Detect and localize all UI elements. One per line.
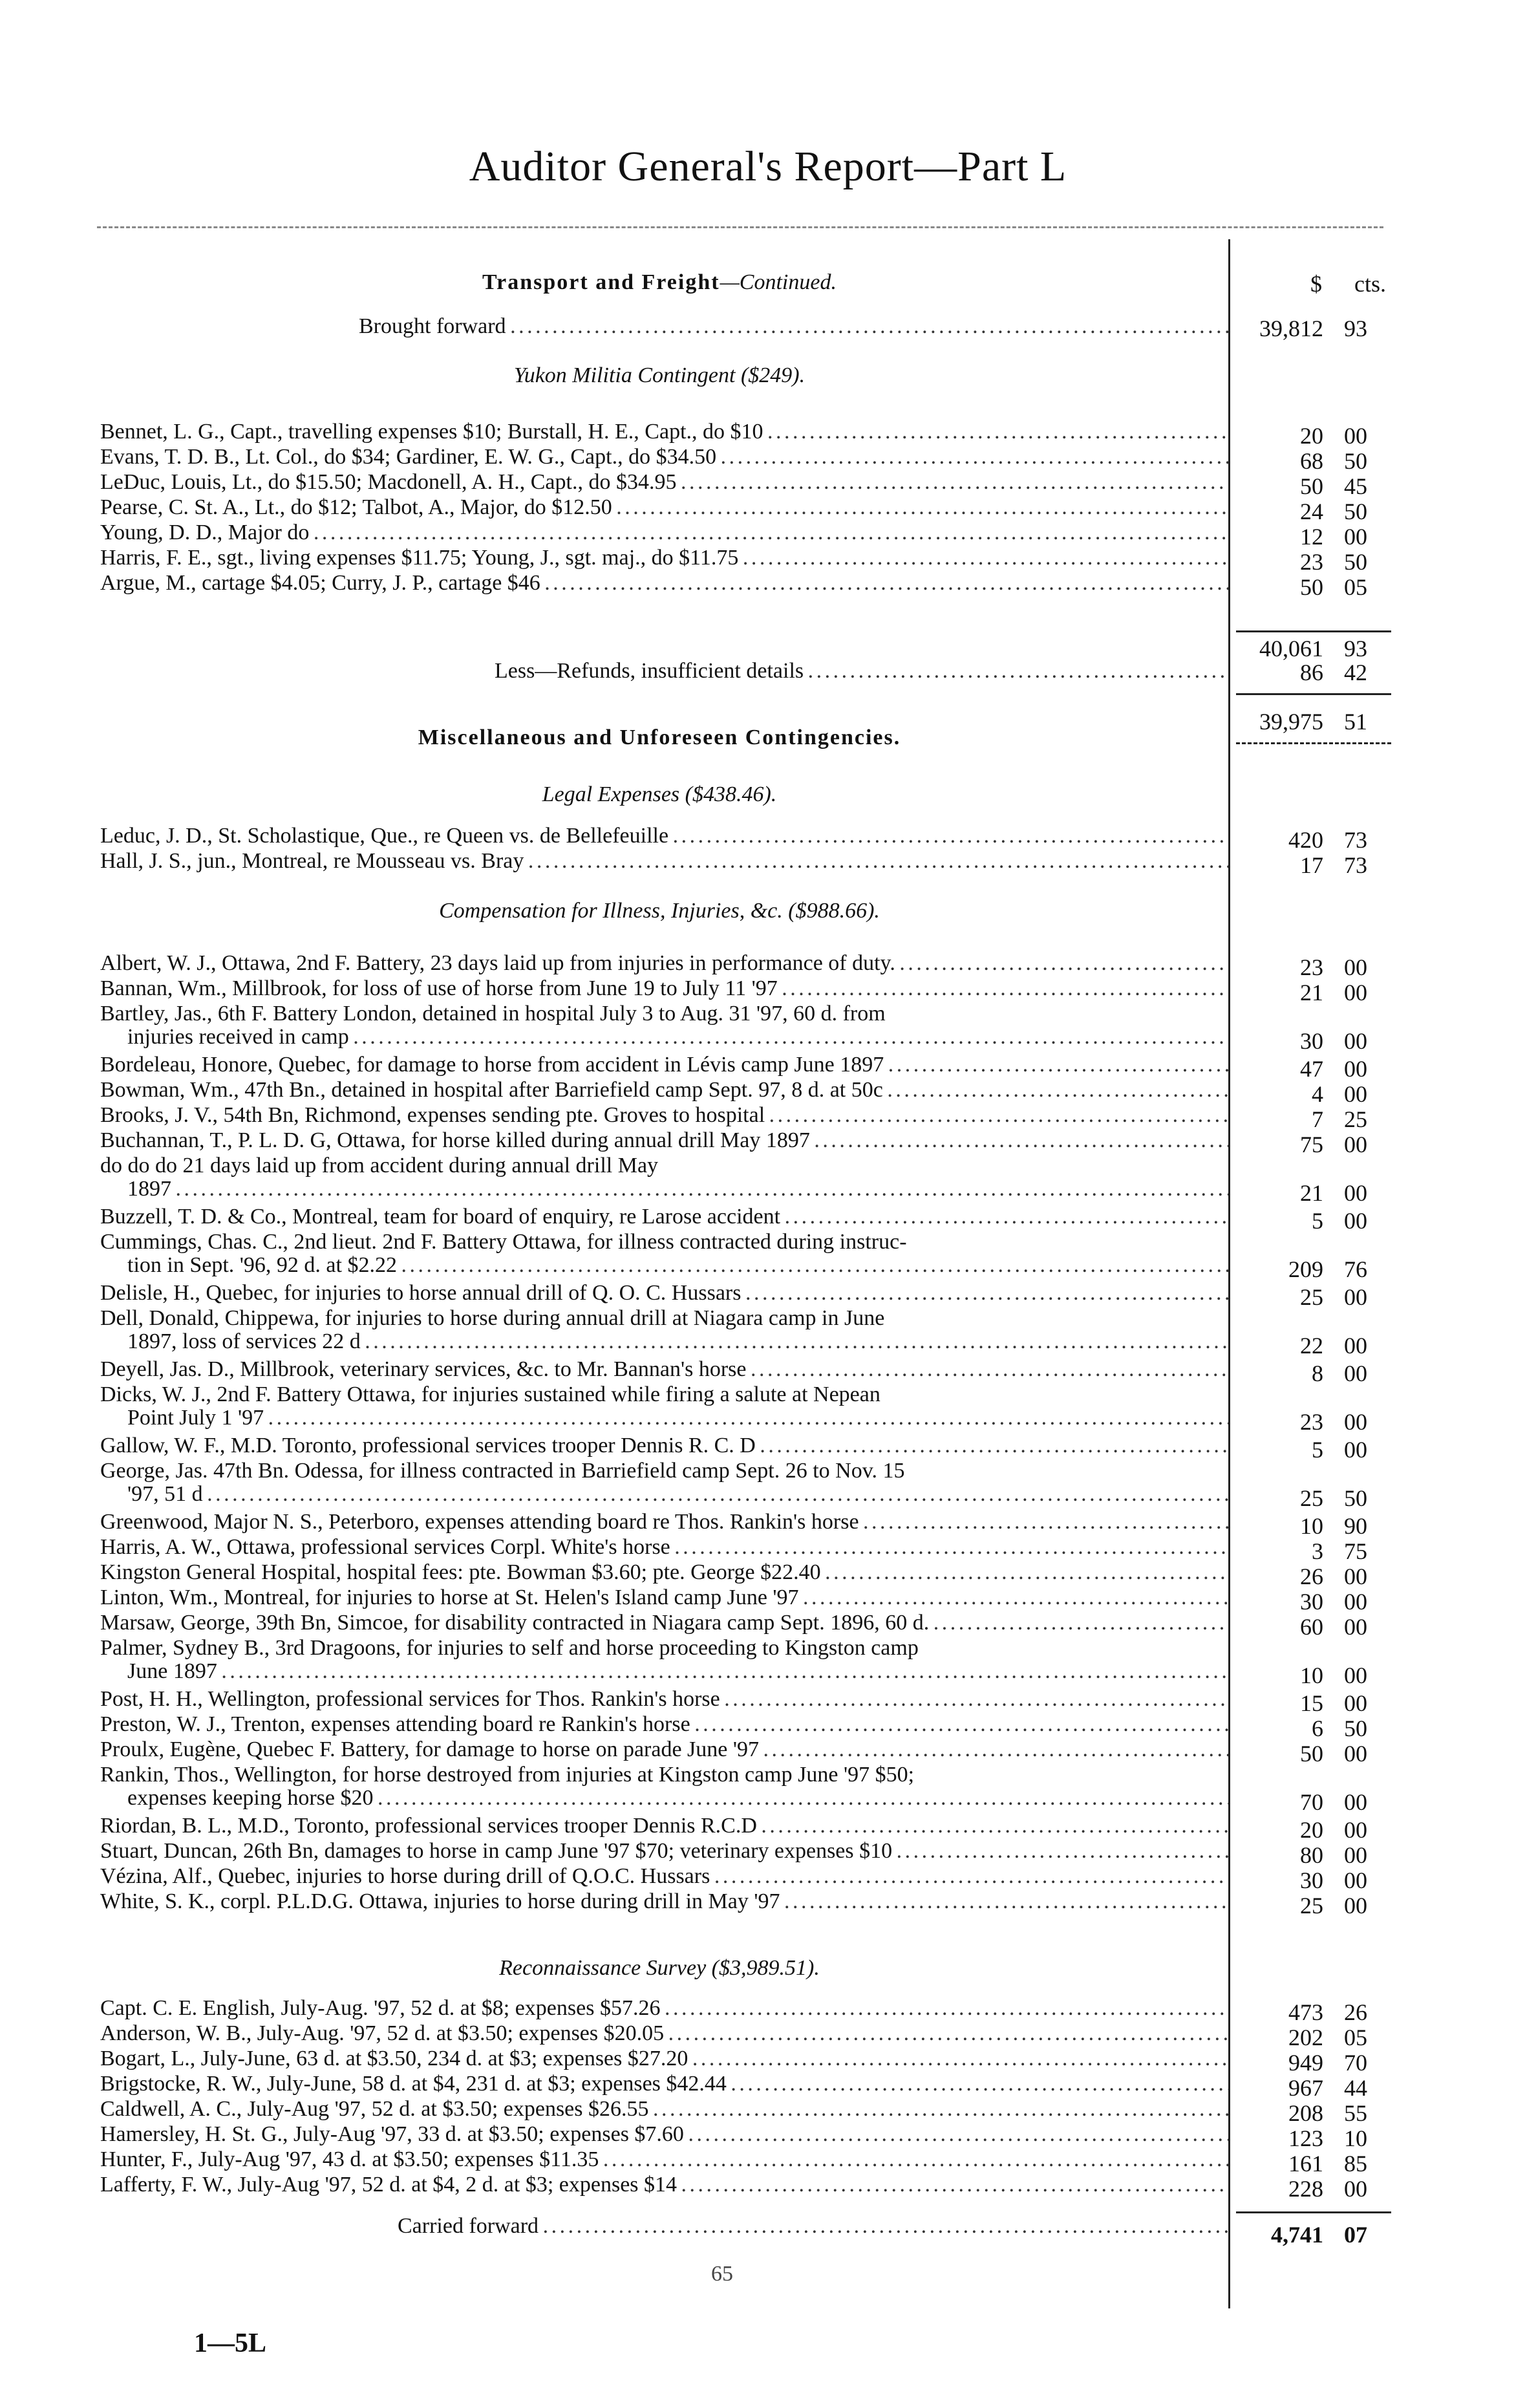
amount-dollars: 86 — [1300, 660, 1323, 685]
item-text: Brigstocke, R. W., July-June, 58 d. at $4, 231 d. at $3; expenses $42.44 . . . — [100, 2072, 1228, 2096]
amount-cents: 00 — [1344, 1360, 1367, 1386]
list-item — [100, 977, 1228, 1000]
list-item — [100, 420, 1228, 444]
list-item — [100, 1053, 1228, 1077]
item-text: Anderson, W. B., July-Aug. '97, 52 d. at $3.50; expenses $20.05 . . . — [100, 2022, 1228, 2045]
item-text: Post, H. H., Wellington, professional services for Thos. Rankin's horse . . . — [100, 1688, 1228, 1711]
item-text: Capt. C. E. English, July-Aug. '97, 52 d. at $8; expenses $57.26 . . . — [100, 1997, 1228, 2020]
list-item — [100, 1002, 1228, 1049]
item-amount — [1244, 1818, 1367, 1842]
item-text: White, S. K., corpl. P.L.D.G. Ottawa, injuries to horse during drill in May '97 . . . — [100, 1890, 1228, 1913]
amount-dollars: 12 — [1300, 524, 1323, 550]
carried-forward-label: Carried forward . . . — [398, 2215, 1228, 2238]
amount-cents: 00 — [1344, 1842, 1367, 1868]
item-amount — [1244, 424, 1367, 447]
item-amount — [1244, 854, 1367, 877]
amount-cents: 00 — [1344, 1662, 1367, 1688]
amount-cents: 00 — [1344, 1690, 1367, 1716]
list-item — [100, 1104, 1228, 1127]
item-amount — [1244, 2076, 1367, 2100]
item-text: Evans, T. D. B., Lt. Col., do $34; Gardiner, E. W. G., Capt., do $34.50 . . . — [100, 446, 1228, 469]
item-amount — [1244, 1209, 1367, 1232]
item-text-continuation: June 1897 . . . — [100, 1660, 1228, 1683]
cents-label: cts. — [1354, 271, 1386, 297]
list-item — [100, 1611, 1228, 1635]
item-amount — [1244, 1540, 1367, 1563]
item-amount — [1244, 1514, 1367, 1538]
signature-mark: 1—5L — [194, 2328, 267, 2358]
list-item — [100, 1814, 1228, 1838]
item-text: Cummings, Chas. C., 2nd lieut. 2nd F. Battery Ottawa, for illness contracted during instruc- — [100, 1231, 907, 1254]
item-text: Riordan, B. L., M.D., Toronto, professional services trooper Dennis R.C.D . . . — [100, 1814, 1228, 1838]
amount-dollars: 6 — [1312, 1715, 1323, 1741]
amount-dollars: 23 — [1300, 549, 1323, 575]
list-item — [100, 2148, 1228, 2171]
item-amount — [1244, 1258, 1367, 1281]
amount-cents: 42 — [1344, 660, 1367, 685]
amount-cents: 00 — [1344, 1028, 1367, 1054]
item-text: Bowman, Wm., 47th Bn., detained in hospital after Barriefield camp Sept. 97, 8 d. at 50c . . . — [100, 1079, 1228, 1102]
item-text: Delisle, H., Quebec, for injuries to horse annual drill of Q. O. C. Hussars . . . — [100, 1282, 1228, 1305]
item-text: Palmer, Sydney B., 3rd Dragoons, for injuries to self and horse proceeding to Kingston camp — [100, 1637, 919, 1660]
carried-forward-rule — [1236, 2211, 1391, 2213]
item-amount — [1244, 828, 1367, 852]
amount-cents: 50 — [1344, 448, 1367, 474]
amount-dollars: 228 — [1288, 2176, 1323, 2202]
list-item — [100, 1688, 1228, 1711]
list-item — [100, 850, 1228, 873]
amount-cents: 55 — [1344, 2100, 1367, 2126]
list-item — [100, 1154, 1228, 1201]
list-item — [100, 1840, 1228, 1863]
amount-cents: 00 — [1344, 1284, 1367, 1310]
item-amount — [1244, 1410, 1367, 1434]
item-amount — [1244, 1692, 1367, 1715]
brought-forward-label: Brought forward . . . — [359, 315, 1228, 338]
amount-dollars: 30 — [1300, 1028, 1323, 1054]
amount-dollars: 123 — [1288, 2125, 1323, 2151]
amount-cents: 00 — [1344, 1867, 1367, 1893]
amount-dollars: 21 — [1300, 980, 1323, 1005]
amount-cents: 70 — [1344, 2050, 1367, 2076]
carried-forward-row — [398, 2215, 1228, 2238]
amount-cents: 73 — [1344, 852, 1367, 878]
amount-dollars: 967 — [1288, 2075, 1323, 2101]
reconnaissance-subtitle: Reconnaissance Survey ($3,989.51). — [499, 1956, 820, 1980]
list-item — [100, 1510, 1228, 1534]
item-text: Pearse, C. St. A., Lt., do $12; Talbot, A., Major, do $12.50 . . . — [100, 496, 1228, 519]
item-text-continuation: injuries received in camp . . . — [100, 1026, 1228, 1049]
amount-dollars: 161 — [1288, 2151, 1323, 2177]
amount-dollars: 10 — [1300, 1662, 1323, 1688]
page-title: Auditor General's Report—Part L — [469, 143, 1067, 190]
item-text: Marsaw, George, 39th Bn, Simcoe, for disability contracted in Niagara camp Sept. 1896, 60 d. . . . — [100, 1611, 1228, 1635]
item-text: Greenwood, Major N. S., Peterboro, expenses attending board re Thos. Rankin's horse . . . — [100, 1510, 1228, 1534]
amount-cents: 10 — [1344, 2125, 1367, 2151]
item-text: Hamersley, H. St. G., July-Aug '97, 33 d. at $3.50; expenses $7.60 . . . — [100, 2123, 1228, 2146]
section-title-misc: Miscellaneous and Unforeseen Contingencies. — [418, 726, 901, 749]
item-amount — [1244, 956, 1367, 979]
item-text: Bogart, L., July-June, 63 d. at $3.50, 234 d. at $3; expenses $27.20 . . . — [100, 2047, 1228, 2070]
item-text: Deyell, Jas. D., Millbrook, veterinary services, &c. to Mr. Bannan's horse . . . — [100, 1358, 1228, 1381]
amount-dollars: 30 — [1300, 1867, 1323, 1893]
amount-dollars: 20 — [1300, 1817, 1323, 1843]
item-amount — [1244, 2177, 1367, 2200]
item-text: LeDuc, Louis, Lt., do $15.50; Macdonell, A. H., Capt., do $34.95 . . . — [100, 471, 1228, 494]
list-item — [100, 1129, 1228, 1152]
amount-dollars: 23 — [1300, 954, 1323, 980]
amount-dollars: 39,812 — [1259, 316, 1323, 341]
list-item — [100, 546, 1228, 570]
item-text: Argue, M., cartage $4.05; Curry, J. P., cartage $46 . . . — [100, 572, 1228, 595]
amount-cents: 50 — [1344, 1715, 1367, 1741]
item-text-continuation: tion in Sept. '96, 92 d. at $2.22 . . . — [100, 1254, 1228, 1277]
amount-dollars: 50 — [1300, 1741, 1323, 1767]
amount-cents: 76 — [1344, 1256, 1367, 1282]
amount-cents: 00 — [1344, 1180, 1367, 1206]
total-rule — [1236, 693, 1391, 695]
item-text: Bartley, Jas., 6th F. Battery London, detained in hospital July 3 to Aug. 31 '97, 60 d. from — [100, 1002, 886, 1026]
total-amount — [1244, 710, 1367, 733]
amount-cents: 50 — [1344, 1485, 1367, 1511]
item-text: Lafferty, F. W., July-Aug '97, 52 d. at $4, 2 d. at $3; expenses $14 . . . — [100, 2173, 1228, 2197]
item-amount — [1244, 1029, 1367, 1053]
amount-cents: 45 — [1344, 473, 1367, 499]
amount-dollars: 420 — [1288, 827, 1323, 853]
amount-cents: 00 — [1344, 1208, 1367, 1234]
item-text: Kingston General Hospital, hospital fees: pte. Bowman $3.60; pte. George $22.40 . . . — [100, 1561, 1228, 1584]
amount-cents: 44 — [1344, 2075, 1367, 2101]
list-item — [100, 1536, 1228, 1559]
legal-subtitle: Legal Expenses ($438.46). — [542, 782, 777, 806]
item-text: Buzzell, T. D. & Co., Montreal, team for board of enquiry, re Larose accident . . . — [100, 1205, 1228, 1229]
amount-cents: 51 — [1344, 709, 1367, 735]
item-amount — [1244, 1894, 1367, 1917]
list-item — [100, 572, 1228, 595]
amount-cents: 07 — [1344, 2222, 1367, 2248]
brought-forward-row — [359, 315, 1228, 338]
list-item — [100, 824, 1228, 848]
item-text: Albert, W. J., Ottawa, 2nd F. Battery, 23 days laid up from injuries in performance of duty. . . . — [100, 952, 1228, 975]
item-text: Rankin, Thos., Wellington, for horse destroyed from injuries at Kingston camp June '97 $50; — [100, 1763, 915, 1787]
item-amount — [1244, 449, 1367, 473]
amount-dollars: 75 — [1300, 1132, 1323, 1157]
amount-dollars: 5 — [1312, 1208, 1323, 1234]
amount-dollars: 10 — [1300, 1513, 1323, 1539]
item-amount — [1244, 1362, 1367, 1385]
item-amount — [1244, 2127, 1367, 2150]
subtotal-amount — [1244, 637, 1367, 660]
amount-cents: 50 — [1344, 499, 1367, 524]
item-text: Proulx, Eugène, Quebec F. Battery, for damage to horse on parade June '97 . . . — [100, 1738, 1228, 1761]
list-item — [100, 1586, 1228, 1609]
list-item — [100, 1637, 1228, 1683]
list-item — [100, 1434, 1228, 1457]
amount-cents: 00 — [1344, 1564, 1367, 1589]
amount-cents: 00 — [1344, 1437, 1367, 1463]
amount-dollars: 47 — [1300, 1056, 1323, 1082]
list-item — [100, 1307, 1228, 1353]
item-text: Stuart, Duncan, 26th Bn, damages to horse in camp June '97 $70; veterinary expenses $10 . . . — [100, 1840, 1228, 1863]
list-item — [100, 1997, 1228, 2020]
amount-dollars: 20 — [1300, 423, 1323, 449]
list-item — [100, 1763, 1228, 1810]
item-amount — [1244, 1438, 1367, 1461]
item-text-continuation: 1897, loss of services 22 d . . . — [100, 1330, 1228, 1353]
item-text: Gallow, W. F., M.D. Toronto, professional services trooper Dennis R. C. D . . . — [100, 1434, 1228, 1457]
item-text: Hall, J. S., jun., Montreal, re Mousseau vs. Bray . . . — [100, 850, 1228, 873]
amount-cents: 00 — [1344, 1741, 1367, 1767]
item-text: Bordeleau, Honore, Quebec, for damage to horse from accident in Lévis camp June 1897 . . . — [100, 1053, 1228, 1077]
item-text: George, Jas. 47th Bn. Odessa, for illness contracted in Barriefield camp Sept. 26 to Nov. 15 — [100, 1459, 905, 1483]
amount-cents: 00 — [1344, 1081, 1367, 1107]
amount-dollars: 4,741 — [1271, 2222, 1323, 2248]
amount-dollars: 50 — [1300, 473, 1323, 499]
amount-dollars: 39,975 — [1259, 709, 1323, 735]
item-amount — [1244, 1844, 1367, 1867]
item-text: Leduc, J. D., St. Scholastique, Que., re Queen vs. de Bellefeuille . . . — [100, 824, 1228, 848]
item-amount — [1244, 1742, 1367, 1765]
subtotal-rule — [1236, 630, 1391, 632]
item-amount — [1244, 2001, 1367, 2024]
list-item — [100, 2072, 1228, 2096]
compensation-subtitle: Compensation for Illness, Injuries, &c. ($988.66). — [439, 899, 880, 923]
item-amount — [1244, 2152, 1367, 2175]
item-amount — [1244, 1334, 1367, 1357]
list-item — [100, 952, 1228, 975]
item-text: Harris, A. W., Ottawa, professional services Corpl. White's horse . . . — [100, 1536, 1228, 1559]
item-text-continuation: Point July 1 '97 . . . — [100, 1406, 1228, 1430]
item-text: Hunter, F., July-Aug '97, 43 d. at $3.50; expenses $11.35 . . . — [100, 2148, 1228, 2171]
item-text-continuation: expenses keeping horse $20 . . . — [100, 1787, 1228, 1810]
amount-dollars: 8 — [1312, 1360, 1323, 1386]
item-amount — [1244, 1057, 1367, 1080]
amount-cents: 00 — [1344, 1614, 1367, 1640]
continued-label: —Continued. — [720, 270, 837, 294]
item-amount — [1244, 2102, 1367, 2125]
amount-dollars: 208 — [1288, 2100, 1323, 2126]
amount-cents: 05 — [1344, 574, 1367, 600]
amount-dollars: 22 — [1300, 1333, 1323, 1359]
item-text: do do do 21 days laid up from accident during annual drill May — [100, 1154, 659, 1177]
amount-dollars: 949 — [1288, 2050, 1323, 2076]
section-title-transport — [97, 270, 1222, 295]
amount-dollars: 30 — [1300, 1589, 1323, 1615]
amount-dollars: 23 — [1300, 1409, 1323, 1435]
item-amount — [1244, 1108, 1367, 1131]
amount-dollars: 70 — [1300, 1789, 1323, 1815]
list-item — [100, 1738, 1228, 1761]
amount-cents: 00 — [1344, 1333, 1367, 1359]
amount-cents: 05 — [1344, 2025, 1367, 2050]
item-text: Brooks, J. V., 54th Bn, Richmond, expenses sending pte. Groves to hospital . . . — [100, 1104, 1228, 1127]
list-item — [100, 2047, 1228, 2070]
amount-dollars: 3 — [1312, 1538, 1323, 1564]
total-dash-rule — [1236, 742, 1391, 744]
amount-cents: 26 — [1344, 1999, 1367, 2025]
list-item — [100, 471, 1228, 494]
amount-dollars: 21 — [1300, 1180, 1323, 1206]
item-text: Linton, Wm., Montreal, for injuries to horse at St. Helen's Island camp June '97 . . . — [100, 1586, 1228, 1609]
amount-cents: 75 — [1344, 1538, 1367, 1564]
item-amount — [1244, 1133, 1367, 1156]
list-item — [100, 496, 1228, 519]
amount-dollars: 473 — [1288, 1999, 1323, 2025]
list-item — [100, 2098, 1228, 2121]
item-text: Harris, F. E., sgt., living expenses $11.75; Young, J., sgt. maj., do $11.75 . . . — [100, 546, 1228, 570]
list-item — [100, 521, 1228, 544]
item-amount — [1244, 1590, 1367, 1613]
item-amount — [1244, 1565, 1367, 1588]
list-item — [100, 1890, 1228, 1913]
amount-cents: 00 — [1344, 980, 1367, 1005]
item-amount — [1244, 500, 1367, 523]
list-item — [100, 1231, 1228, 1277]
amount-dollars: 50 — [1300, 574, 1323, 600]
amount-cents: 00 — [1344, 2176, 1367, 2202]
item-amount — [1244, 475, 1367, 498]
amount-cents: 00 — [1344, 1132, 1367, 1157]
item-text: Bennet, L. G., Capt., travelling expenses $10; Burstall, H. E., Capt., do $10 . . . — [100, 420, 1228, 444]
item-amount — [1244, 1717, 1367, 1740]
amount-cents: 93 — [1344, 316, 1367, 341]
item-amount — [1244, 525, 1367, 548]
amount-cents: 73 — [1344, 827, 1367, 853]
item-text: Caldwell, A. C., July-Aug '97, 52 d. at $3.50; expenses $26.55 . . . — [100, 2098, 1228, 2121]
amount-cents: 25 — [1344, 1106, 1367, 1132]
amount-cents: 85 — [1344, 2151, 1367, 2177]
refunds-amount — [1244, 661, 1367, 684]
item-amount — [1244, 2026, 1367, 2049]
item-amount — [1244, 550, 1367, 574]
item-amount — [1244, 1664, 1367, 1687]
list-item — [100, 1079, 1228, 1102]
list-item — [100, 1459, 1228, 1506]
list-item — [100, 1383, 1228, 1430]
amount-cents: 00 — [1344, 524, 1367, 550]
amount-cents: 00 — [1344, 954, 1367, 980]
item-amount — [1244, 1285, 1367, 1309]
amount-cents: 00 — [1344, 1409, 1367, 1435]
item-amount — [1244, 1487, 1367, 1510]
amount-cents: 00 — [1344, 1789, 1367, 1815]
brought-forward-amount — [1244, 317, 1367, 340]
item-amount — [1244, 981, 1367, 1004]
item-text-continuation: '97, 51 d . . . — [100, 1483, 1228, 1506]
list-item — [100, 2022, 1228, 2045]
item-amount — [1244, 1790, 1367, 1814]
amount-cents: 00 — [1344, 423, 1367, 449]
amount-dollars: 25 — [1300, 1485, 1323, 1511]
amount-dollars: 24 — [1300, 499, 1323, 524]
amount-dollars: 209 — [1288, 1256, 1323, 1282]
amount-dollars: 7 — [1312, 1106, 1323, 1132]
amount-cents: 00 — [1344, 1589, 1367, 1615]
amount-cents: 00 — [1344, 1893, 1367, 1919]
item-amount — [1244, 2051, 1367, 2074]
item-text: Preston, W. J., Trenton, expenses attending board re Rankin's horse . . . — [100, 1713, 1228, 1736]
amount-cents: 00 — [1344, 1817, 1367, 1843]
yukon-subtitle: Yukon Militia Contingent ($249). — [513, 363, 805, 387]
list-item — [100, 2123, 1228, 2146]
amount-dollars: 40,061 — [1259, 636, 1323, 661]
list-item — [100, 446, 1228, 469]
refunds-label: Less—Refunds, insufficient details . . . — [495, 660, 1228, 683]
amount-cents: 93 — [1344, 636, 1367, 661]
amount-column-rule — [1228, 239, 1230, 2308]
refunds-row — [495, 660, 1228, 683]
item-text-continuation: 1897 . . . — [100, 1177, 1228, 1201]
dollar-sign: $ — [1310, 271, 1322, 297]
item-text: Young, D. D., Major do . . . — [100, 521, 1228, 544]
amount-cents: 90 — [1344, 1513, 1367, 1539]
list-item — [100, 1713, 1228, 1736]
amount-dollars: 17 — [1300, 852, 1323, 878]
amount-dollars: 5 — [1312, 1437, 1323, 1463]
money-column-header — [1251, 270, 1393, 297]
amount-cents: 50 — [1344, 549, 1367, 575]
item-text: Bannan, Wm., Millbrook, for loss of use of horse from June 19 to July 11 '97 . . . — [100, 977, 1228, 1000]
list-item — [100, 1282, 1228, 1305]
page-number: 65 — [711, 2262, 733, 2286]
header-rule — [97, 226, 1383, 228]
list-item — [100, 1205, 1228, 1229]
item-amount — [1244, 1082, 1367, 1106]
item-text: Buchannan, T., P. L. D. G, Ottawa, for horse killed during annual drill May 1897 . . . — [100, 1129, 1228, 1152]
amount-dollars: 26 — [1300, 1564, 1323, 1589]
amount-dollars: 25 — [1300, 1893, 1323, 1919]
item-text: Vézina, Alf., Quebec, injuries to horse during drill of Q.O.C. Hussars . . . — [100, 1865, 1228, 1888]
amount-dollars: 15 — [1300, 1690, 1323, 1716]
item-amount — [1244, 1181, 1367, 1205]
item-amount — [1244, 1869, 1367, 1892]
item-amount — [1244, 1615, 1367, 1639]
amount-dollars: 68 — [1300, 448, 1323, 474]
section-title-text: Transport and Freight — [482, 270, 720, 294]
list-item — [100, 1561, 1228, 1584]
amount-dollars: 60 — [1300, 1614, 1323, 1640]
list-item — [100, 2173, 1228, 2197]
item-text: Dicks, W. J., 2nd F. Battery Ottawa, for injuries sustained while firing a salute at Nepean — [100, 1383, 880, 1406]
list-item — [100, 1865, 1228, 1888]
amount-dollars: 25 — [1300, 1284, 1323, 1310]
amount-cents: 00 — [1344, 1056, 1367, 1082]
list-item — [100, 1358, 1228, 1381]
amount-dollars: 80 — [1300, 1842, 1323, 1868]
amount-dollars: 202 — [1288, 2025, 1323, 2050]
carried-forward-amount — [1244, 2223, 1367, 2246]
item-amount — [1244, 575, 1367, 599]
item-text: Dell, Donald, Chippewa, for injuries to horse during annual drill at Niagara camp in June — [100, 1307, 885, 1330]
amount-dollars: 4 — [1312, 1081, 1323, 1107]
